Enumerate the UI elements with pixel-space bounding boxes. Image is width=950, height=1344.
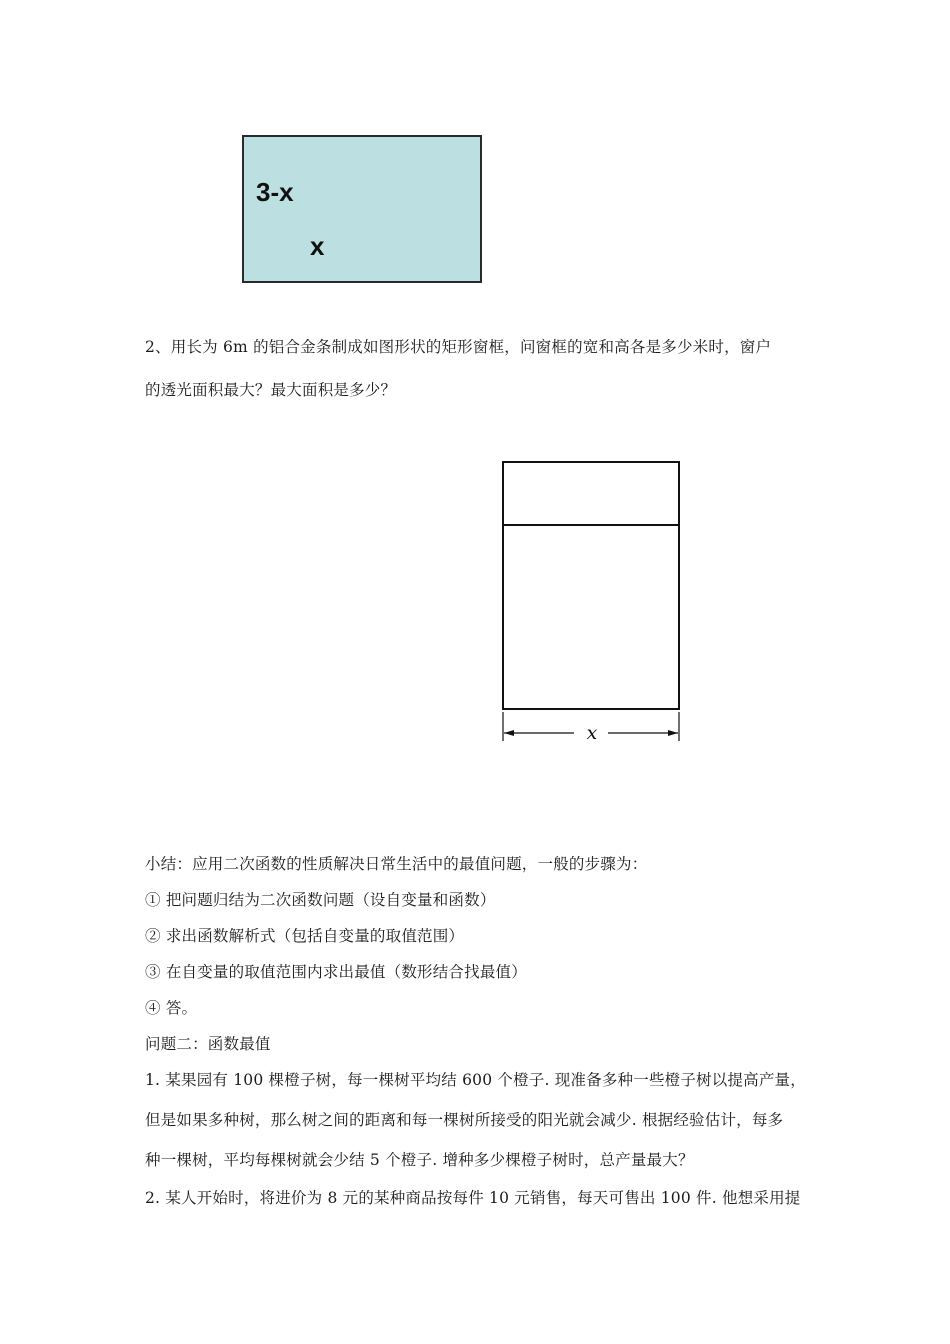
summary-step-2: ② 求出函数解析式（包括自变量的取值范围） [145,927,465,945]
question2-item1-line3: 种一棵树，平均每棵树就会少结 5 个橙子. 增种多少棵橙子树时，总产量最大？ [145,1151,694,1169]
question2-item1-line2: 但是如果多种树，那么树之间的距离和每一棵树所接受的阳光就会减少. 根据经验估计，每多 [145,1111,784,1129]
question2-item1-line1: 1. 某果园有 100 棵橙子树，每一棵树平均结 600 个橙子. 现准备多种一些橙子树以提高产量， [145,1071,806,1089]
window-outer-frame [503,462,679,709]
dimension-arrow-right [668,730,678,736]
window-frame-figure [498,458,688,748]
dimension-arrow-left [504,730,514,736]
rectangle-figure [242,135,482,283]
problem2-line2: 的透光面积最大？最大面积是多少？ [145,381,397,399]
question2-item2-line1: 2. 某人开始时，将进价为 8 元的某种商品按每件 10 元销售，每天可售出 100 件. 他想采用提 [145,1189,801,1207]
height-label: 3-x [256,177,294,207]
problem2-line1: 2、用长为 6m 的铝合金条制成如图形状的矩形窗框，问窗框的宽和高各是多少米时，窗户 [145,338,772,356]
window-width-label: x [586,722,598,744]
question2-heading: 问题二：函数最值 [145,1035,271,1053]
width-label: x [310,231,325,261]
summary-step-1: ① 把问题归结为二次函数问题（设自变量和函数） [145,891,496,909]
summary-step-3: ③ 在自变量的取值范围内求出最值（数形结合找最值） [145,963,527,981]
summary-intro: 小结：应用二次函数的性质解决日常生活中的最值问题，一般的步骤为： [145,855,648,873]
summary-step-4: ④ 答。 [145,999,198,1017]
